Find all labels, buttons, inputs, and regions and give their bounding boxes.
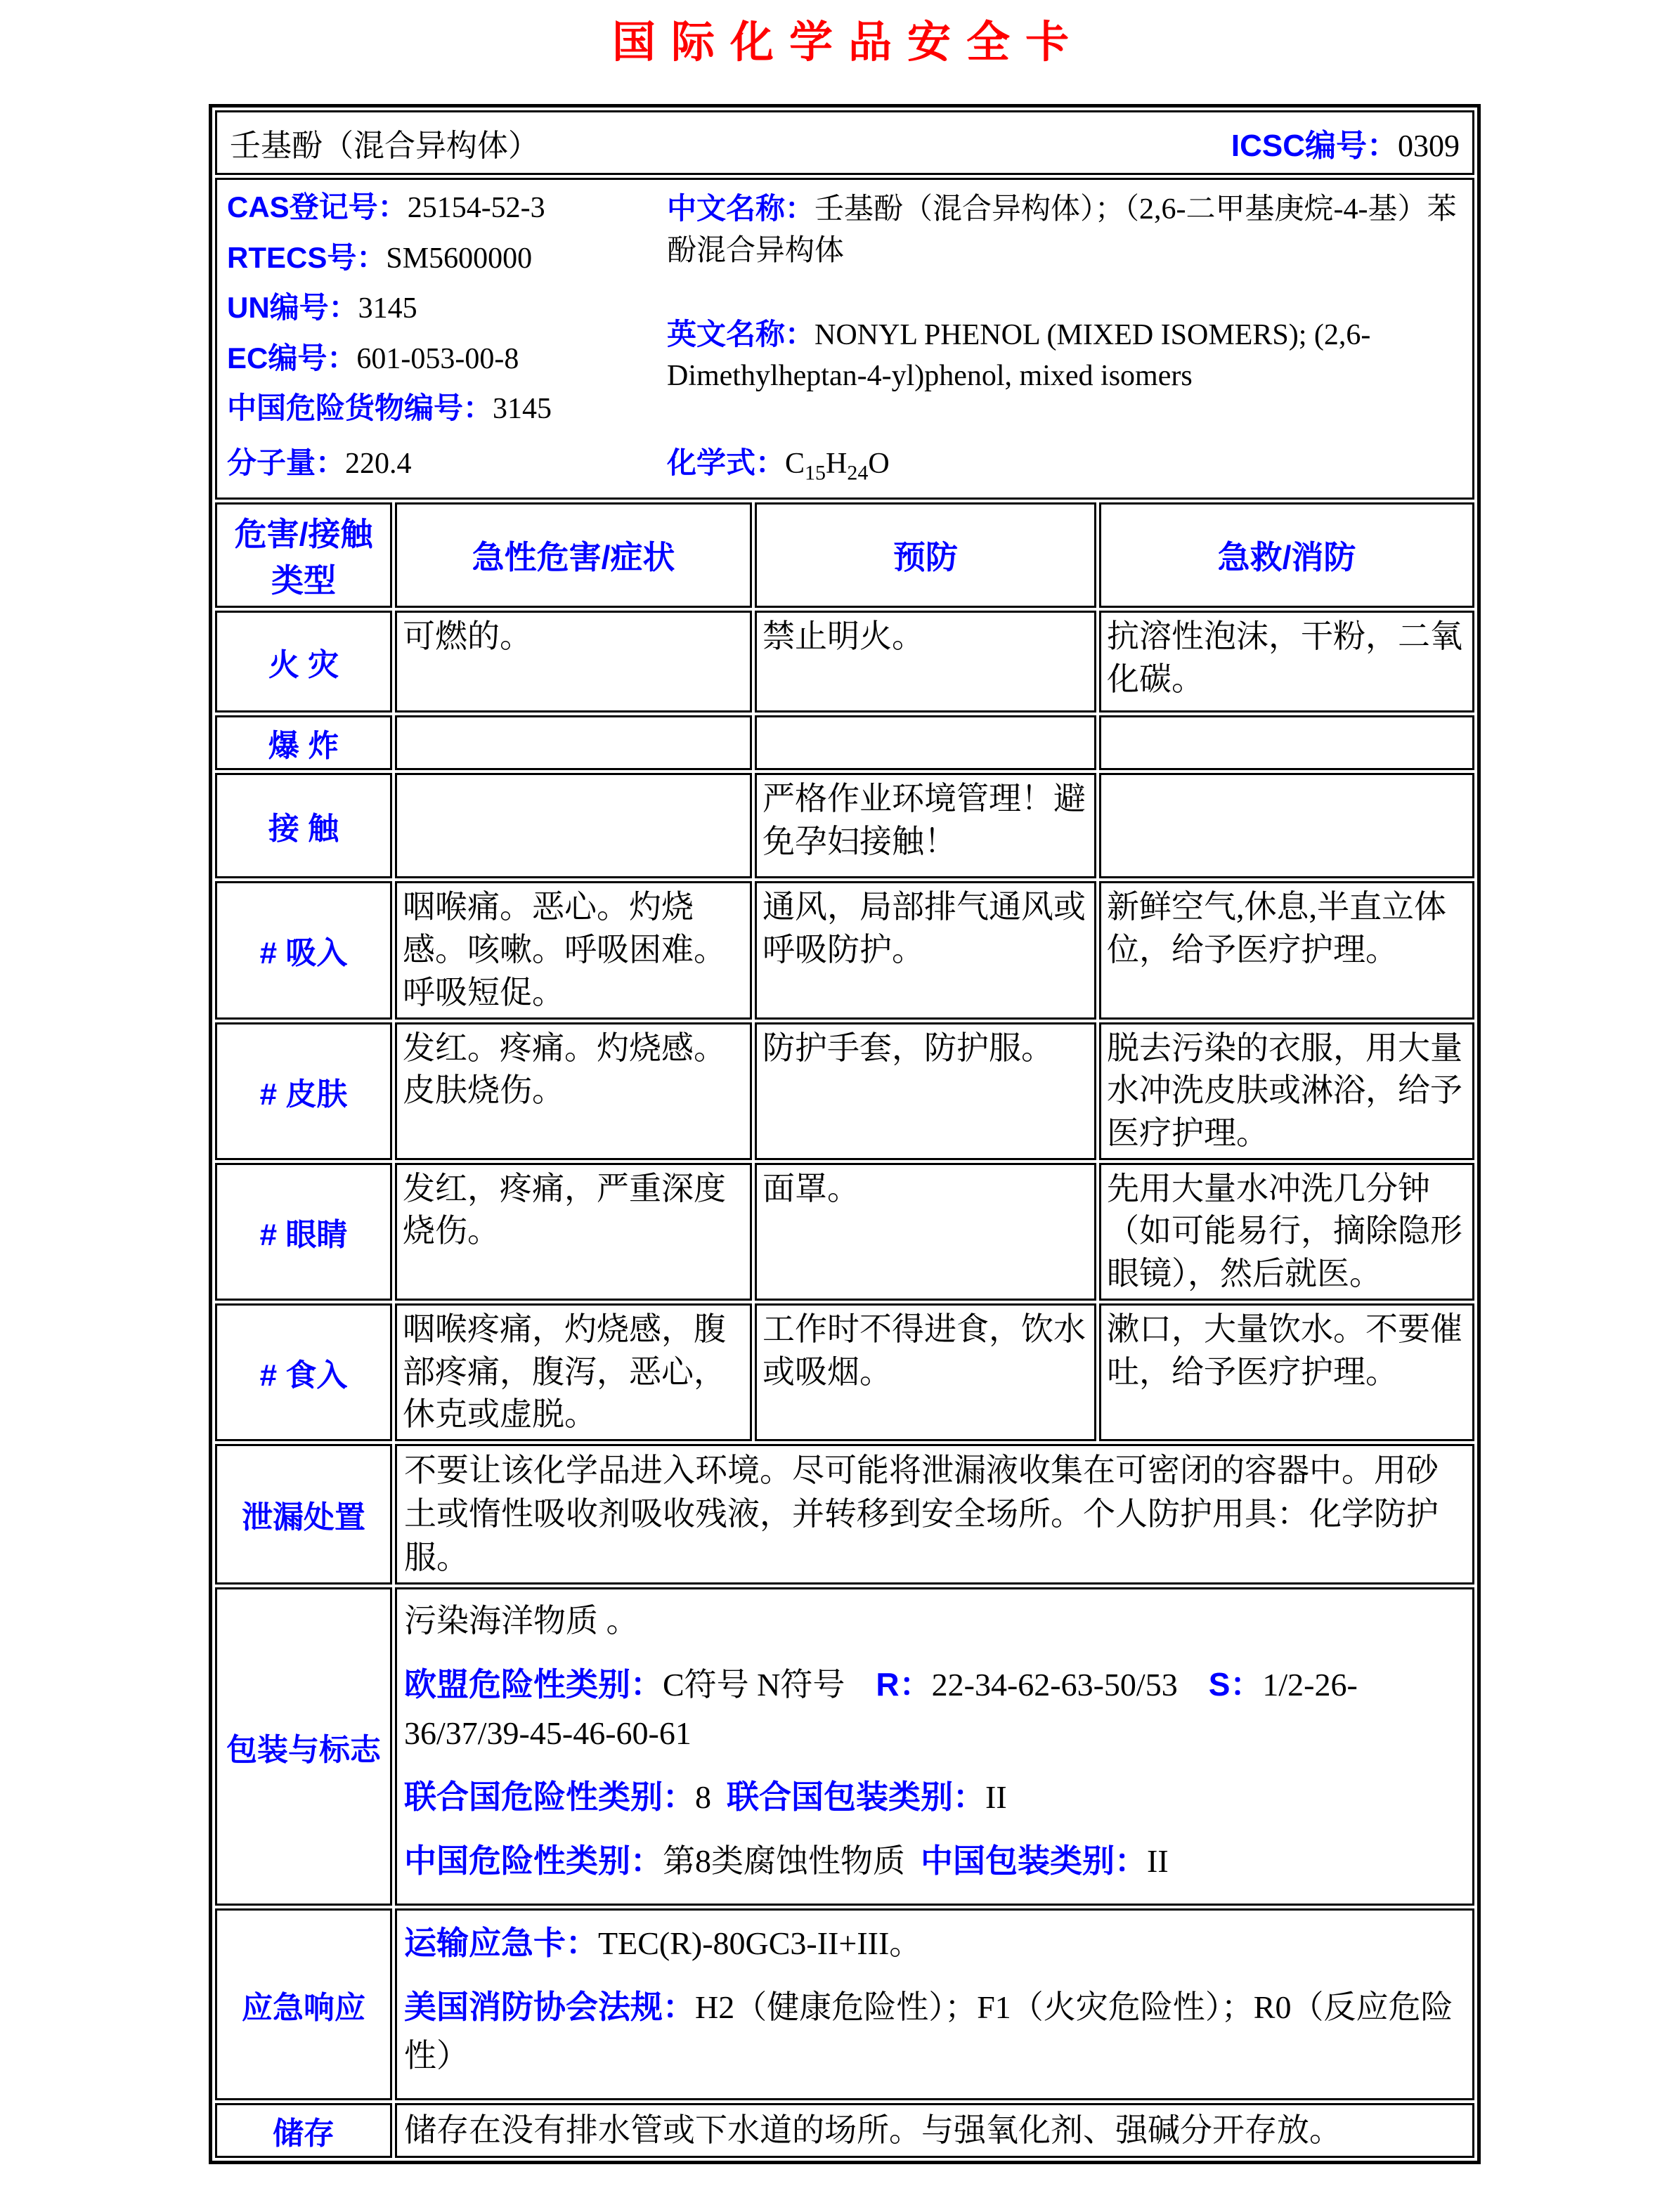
exposure-symptoms [395,773,752,878]
row-label-packaging: 包装与标志 [215,1587,392,1906]
explosion-prevention [755,715,1096,770]
ingestion-first-aid: 漱口，大量饮水。不要催吐，给予医疗护理。 [1099,1303,1474,1441]
r-phrases-label: R： [876,1666,932,1703]
rtecs-label: RTECS号： [227,240,387,274]
cn-dg-label: 中国危险货物编号： [227,391,493,425]
explosion-first-aid [1099,715,1474,770]
cas-label: CAS登记号： [227,190,408,223]
eu-class-label: 欧盟危险性类别： [404,1666,663,1703]
fire-prevention: 禁止明火。 [755,611,1096,713]
packaging-content [395,1587,1474,1906]
table-row-ingestion [215,1303,1474,1441]
ec-number-line [227,339,667,379]
un-pack-label: 联合国包装类别： [727,1778,985,1816]
table-row-exposure [215,773,1474,878]
page-title: 国际化学品安全卡 [611,19,1084,67]
molecular-weight-value: 220.4 [345,447,412,480]
table-row-packaging [215,1587,1474,1906]
ingestion-prevention: 工作时不得进食，饮水或吸烟。 [755,1303,1096,1441]
un-number-line [227,289,667,328]
storage-text: 储存在没有排水管或下水道的场所。与强氧化剂、强碱分开存放。 [395,2103,1474,2158]
chinese-name-paragraph [667,188,1462,272]
cn-class-label: 中国危险性类别： [404,1842,663,1880]
skin-first-aid: 脱去污染的衣服，用大量水冲洗皮肤或淋浴，给予医疗护理。 [1099,1022,1474,1160]
formula-c-subscript: 15 [805,461,826,485]
row-label-fire: 火 灾 [215,611,392,713]
exposure-first-aid [1099,773,1474,878]
cn-class-line [404,1837,1465,1885]
safety-card [209,104,1481,2164]
header-hazard-type: 危害/接触 类型 [215,502,392,608]
cn-pack-label: 中国包装类别： [921,1842,1147,1880]
eyes-prevention: 面罩。 [755,1163,1096,1301]
eu-hazard-line [404,1660,1465,1757]
ec-value: 601-053-00-8 [356,342,519,375]
chemical-formula-group [667,440,890,485]
cas-number-line [227,188,667,228]
chemical-name: 壬基酚（混合异构体） [230,129,539,163]
row-label-explosion: 爆 炸 [215,715,392,770]
cn-pack-value: II [1147,1843,1169,1880]
un-class-value: 8 [695,1779,711,1816]
table-row-explosion [215,715,1474,770]
molecular-weight-group [227,440,667,485]
marine-pollutant-text: 污染海洋物质 。 [404,1603,639,1639]
un-value: 3145 [358,292,417,325]
card-header-cell [215,110,1474,175]
table-row-skin [215,1022,1474,1160]
inhalation-symptoms: 咽喉痛。恶心。灼烧感。咳嗽。呼吸困难。呼吸短促。 [395,881,752,1019]
un-label: UN编号： [227,291,358,325]
identifier-list [227,188,667,440]
table-row-inhalation [215,881,1474,1019]
nfpa-line [404,1983,1465,2080]
un-class-label: 联合国危险性类别： [404,1778,695,1816]
row-label-spill-disposal: 泄漏处置 [215,1444,392,1585]
marine-pollutant-line [404,1596,1465,1645]
spill-disposal-text: 不要让该化学品进入环境。尽可能将泄漏液收集在可密闭的容器中。用砂土或惰性吸收剂吸收残液，并转移到安全场所。个人防护用具：化学防护服。 [395,1444,1474,1585]
molecular-weight-label: 分子量： [227,445,346,479]
skin-prevention: 防护手套，防护服。 [755,1022,1096,1160]
icsc-number-group [1231,120,1460,165]
english-name-value: NONYL PHENOL (MIXED ISOMERS); (2,6-Dimethylheptan-4-yl)phenol, mixed isomers [667,318,1371,393]
eyes-first-aid: 先用大量水冲洗几分钟（如可能易行，摘除隐形眼镜），然后就医。 [1099,1163,1474,1301]
english-name-label: 英文名称： [667,317,815,351]
explosion-symptoms [395,715,752,770]
inhalation-prevention: 通风，局部排气通风或呼吸防护。 [755,881,1096,1019]
cn-class-value: 第8类腐蚀性物质 [663,1843,905,1880]
un-pack-value: II [985,1779,1007,1816]
row-label-skin: # 皮肤 [215,1022,392,1160]
s-phrases-value: 1/2-26-36/37/39-45-46-60-61 [404,1667,1358,1752]
table-row-eyes [215,1163,1474,1301]
name-block [667,188,1462,440]
chemical-formula-label: 化学式： [667,445,786,479]
formula-h-subscript: 24 [847,461,869,485]
cn-dangerous-goods-line [227,389,667,429]
rtecs-value: SM5600000 [386,242,533,275]
inhalation-first-aid: 新鲜空气,休息,半直立体位，给予医疗护理。 [1099,881,1474,1019]
icsc-label: ICSC编号： [1231,129,1398,163]
header-symptoms: 急性危害/症状 [395,502,752,608]
fire-symptoms: 可燃的。 [395,611,752,713]
tec-label: 运输应急卡： [404,1925,598,1962]
table-row-emergency [215,1908,1474,2100]
formula-c: C [785,447,805,480]
formula-h: H [826,447,848,480]
hazard-table-header-row [215,502,1474,608]
row-label-eyes: # 眼睛 [215,1163,392,1301]
exposure-prevention: 严格作业环境管理！避免孕妇接触！ [755,773,1096,878]
eyes-symptoms: 发红，疼痛，严重深度烧伤。 [395,1163,752,1301]
formula-o: O [868,447,890,480]
eu-class-symbols: C符号 N符号 [663,1667,845,1703]
page-title-wrap [209,7,1488,70]
table-row-storage [215,2103,1474,2158]
r-phrases-value: 22-34-62-63-50/53 [931,1667,1178,1703]
header-prevention: 预防 [755,502,1096,608]
cn-dg-value: 3145 [493,393,552,426]
icsc-value: 0309 [1398,129,1460,163]
rtecs-number-line [227,239,667,278]
english-name-paragraph [667,314,1462,398]
row-label-storage: 储存 [215,2103,392,2158]
header-first-aid: 急救/消防 [1099,502,1474,608]
info-row [215,178,1474,500]
row-label-emergency: 应急响应 [215,1908,392,2100]
s-phrases-label: S： [1208,1666,1263,1703]
un-class-line [404,1773,1465,1821]
chinese-name-value: 壬基酚（混合异构体）；（2,6-二甲基庚烷-4-基）苯酚混合异构体 [667,193,1457,267]
molecular-row [227,440,1462,489]
table-row-fire [215,611,1474,713]
chinese-name-label: 中文名称： [667,192,815,225]
nfpa-value: H2（健康危险性）；F1（火灾危险性）；R0（反应危险性） [404,1989,1453,2074]
tec-value: TEC(R)-80GC3-II+III。 [598,1925,922,1962]
skin-symptoms: 发红。疼痛。灼烧感。皮肤烧伤。 [395,1022,752,1160]
ec-label: EC编号： [227,341,357,375]
row-label-ingestion: # 食入 [215,1303,392,1441]
transport-emergency-card-line [404,1919,1465,1967]
row-label-inhalation: # 吸入 [215,881,392,1019]
nfpa-label: 美国消防协会法规： [404,1989,695,2026]
info-cell [215,178,1474,500]
card-header-row [215,110,1474,175]
table-row-spill-disposal [215,1444,1474,1585]
cas-value: 25154-52-3 [407,192,545,224]
info-top [227,188,1462,440]
fire-first-aid: 抗溶性泡沫，干粉，二氧化碳。 [1099,611,1474,713]
row-label-exposure: 接 触 [215,773,392,878]
ingestion-symptoms: 咽喉疼痛，灼烧感，腹部疼痛，腹泻，恶心，休克或虚脱。 [395,1303,752,1441]
emergency-content [395,1908,1474,2100]
